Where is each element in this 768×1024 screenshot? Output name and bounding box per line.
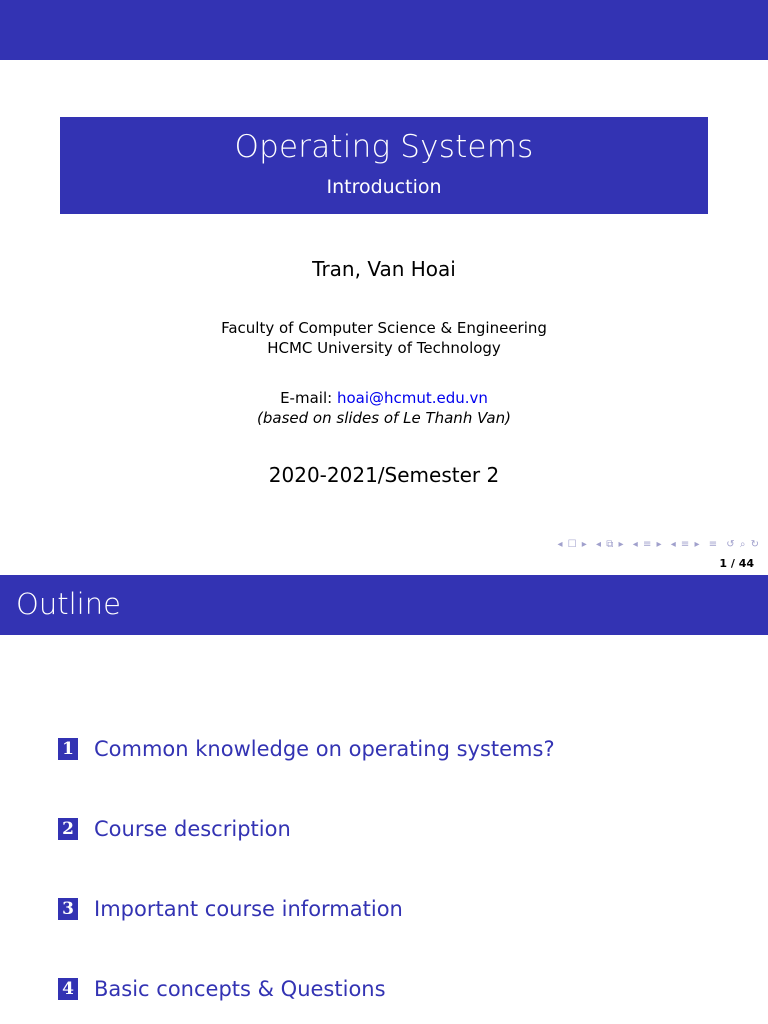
nav-subsection-icon[interactable]: ◂ ≡ ▸: [670, 539, 701, 550]
based-on-note: (based on slides of Le Thanh Van): [257, 409, 511, 427]
frame-title: Outline: [16, 587, 121, 621]
presentation-subtitle: Introduction: [326, 176, 442, 198]
email-link[interactable]: hoai@hcmut.edu.vn: [336, 389, 488, 407]
title-block: [60, 117, 708, 214]
toc-number-badge: 1: [58, 738, 78, 760]
outline-slide: [0, 575, 768, 1024]
toc-label[interactable]: Basic concepts & Questions: [94, 977, 386, 1001]
toc-label[interactable]: Common knowledge on operating systems?: [94, 737, 555, 761]
nav-frame-icon[interactable]: ◂ ⧉ ▸: [596, 539, 625, 550]
toc-label[interactable]: Important course information: [94, 897, 403, 921]
presentation-title: Operating Systems: [234, 129, 534, 165]
toc-number-badge: 4: [58, 978, 78, 1000]
toc-number-badge: 2: [58, 818, 78, 840]
email-line: [0, 388, 768, 408]
email-label: E-mail:: [280, 389, 337, 407]
frame-title-bar: [0, 575, 768, 635]
nav-next-page-icon[interactable]: ◂ ≡ ▸: [632, 539, 663, 550]
toc-number-badge: 3: [58, 898, 78, 920]
toc-label[interactable]: Course description: [94, 817, 291, 841]
beamer-navigation: [553, 539, 760, 550]
author-name: Tran, Van Hoai: [312, 257, 456, 281]
nav-section-icon[interactable]: ≡: [708, 539, 719, 550]
slide-header-bar: [0, 0, 768, 60]
institution-university: HCMC University of Technology: [267, 339, 501, 357]
institution-faculty: Faculty of Computer Science & Engineering: [221, 319, 547, 337]
semester-date: 2020-2021/Semester 2: [268, 463, 500, 487]
page-number: 1 / 44: [719, 557, 754, 570]
nav-prev-page-icon[interactable]: ◂ ☐ ▸: [557, 539, 588, 550]
nav-search-icon[interactable]: ↺ ⌕ ↻: [726, 539, 760, 550]
